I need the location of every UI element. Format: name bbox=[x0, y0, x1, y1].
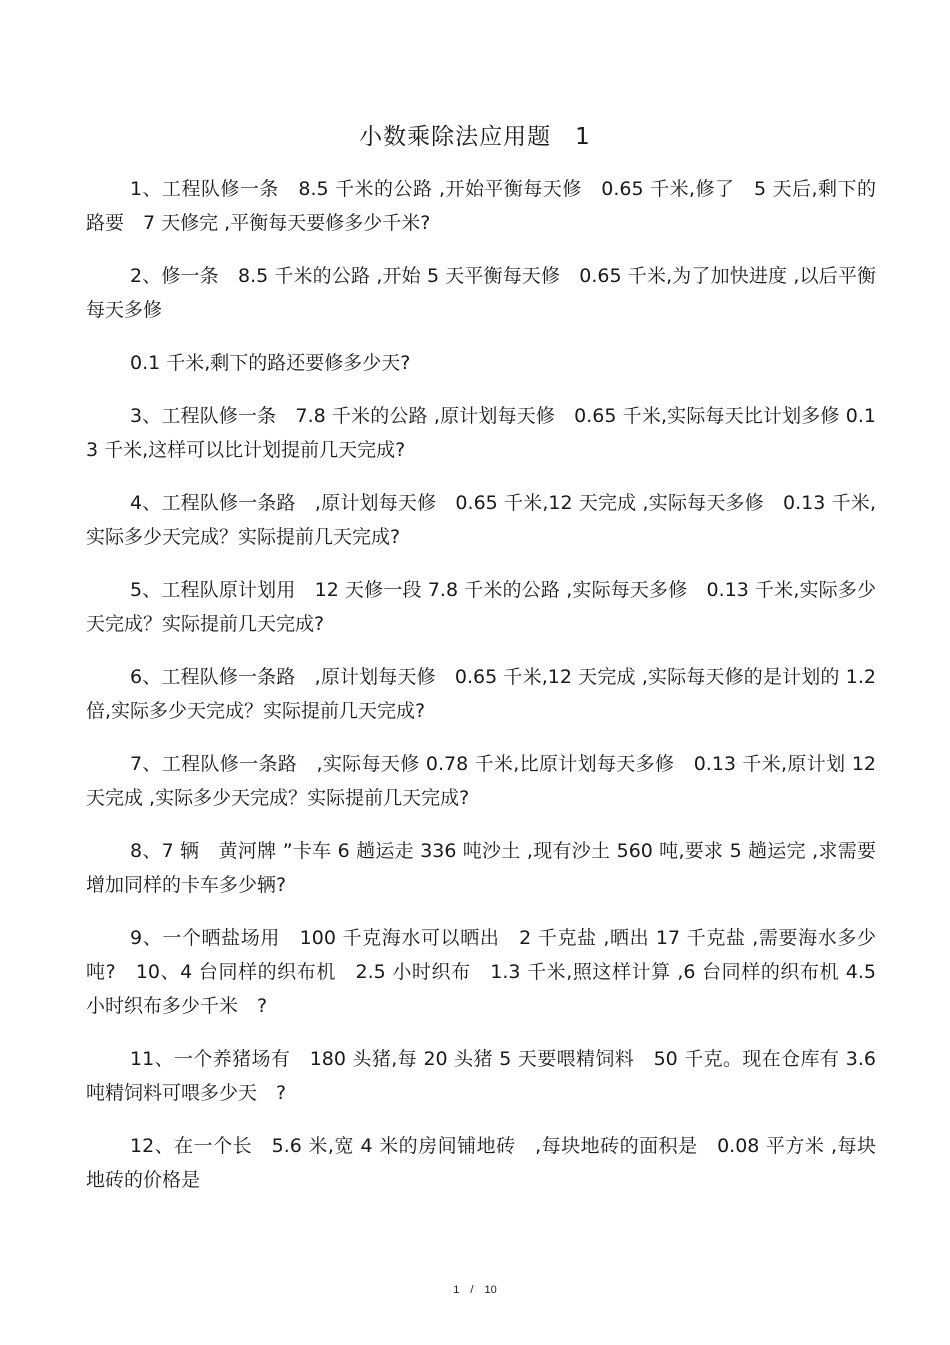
problem-7: 7、工程队修一条路 ,实际每天修 0.78 千米,比原计划每天多修 0.13 千米,原计划 12 天完成 ,实际多少天完成？实际提前几天完成? bbox=[86, 753, 876, 809]
problem-list bbox=[86, 172, 876, 1216]
problem-2-continued: 0.1 千米,剩下的路还要修多少天? bbox=[130, 352, 411, 374]
document-title: 小数乘除法应用题 1 bbox=[359, 124, 591, 150]
problem-11: 11、一个养猪场有 180 头猪,每 20 头猪 5 天要喂精饲料 50 千克。现在仓库有 3.6 吨精饲料可喂多少天 ? bbox=[86, 1048, 876, 1104]
problem-8: 8、7 辆 黄河牌 ”卡车 6 趟运走 336 吨沙土 ,现有沙土 560 吨,要求 5 趟运完 ,求需要增加同样的卡车多少辆? bbox=[86, 840, 876, 896]
problem-5: 5、工程队原计划用 12 天修一段 7.8 千米的公路 ,实际每天多修 0.13 千米,实际多少天完成？实际提前几天完成? bbox=[86, 579, 876, 635]
problem-3: 3、工程队修一条 7.8 千米的公路 ,原计划每天修 0.65 千米,实际每天比计划多修 0.13 千米,这样可以比计划提前几天完成? bbox=[86, 405, 876, 461]
problem-12: 12、在一个长 5.6 米,宽 4 米的房间铺地砖 ,每块地砖的面积是 0.08 平方米 ,每块地砖的价格是 bbox=[86, 1135, 876, 1191]
problem-9-10: 9、一个晒盐场用 100 千克海水可以晒出 2 千克盐 ,晒出 17 千克盐 ,需要海水多少吨? 10、4 台同样的织布机 2.5 小时织布 1.3 千米,照这样计算 ,6 台同样的织布机 4.5 小时织布多少千米 ? bbox=[86, 927, 876, 1017]
problem-2: 2、修一条 8.5 千米的公路 ,开始 5 天平衡每天修 0.65 千米,为了加快进度 ,以后平衡每天多修 bbox=[86, 265, 876, 321]
problem-4: 4、工程队修一条路 ,原计划每天修 0.65 千米,12 天完成 ,实际每天多修 0.13 千米,实际多少天完成？实际提前几天完成? bbox=[86, 492, 876, 548]
page-indicator: 1 / 10 bbox=[453, 1284, 497, 1296]
problem-1: 1、工程队修一条 8.5 千米的公路 ,开始平衡每天修 0.65 千米,修了 5 天后,剩下的路要 7 天修完 ,平衡每天要修多少千米? bbox=[86, 178, 876, 234]
problem-6: 6、工程队修一条路 ,原计划每天修 0.65 千米,12 天完成 ,实际每天修的是计划的 1.2 倍,实际多少天完成？实际提前几天完成? bbox=[86, 666, 876, 722]
